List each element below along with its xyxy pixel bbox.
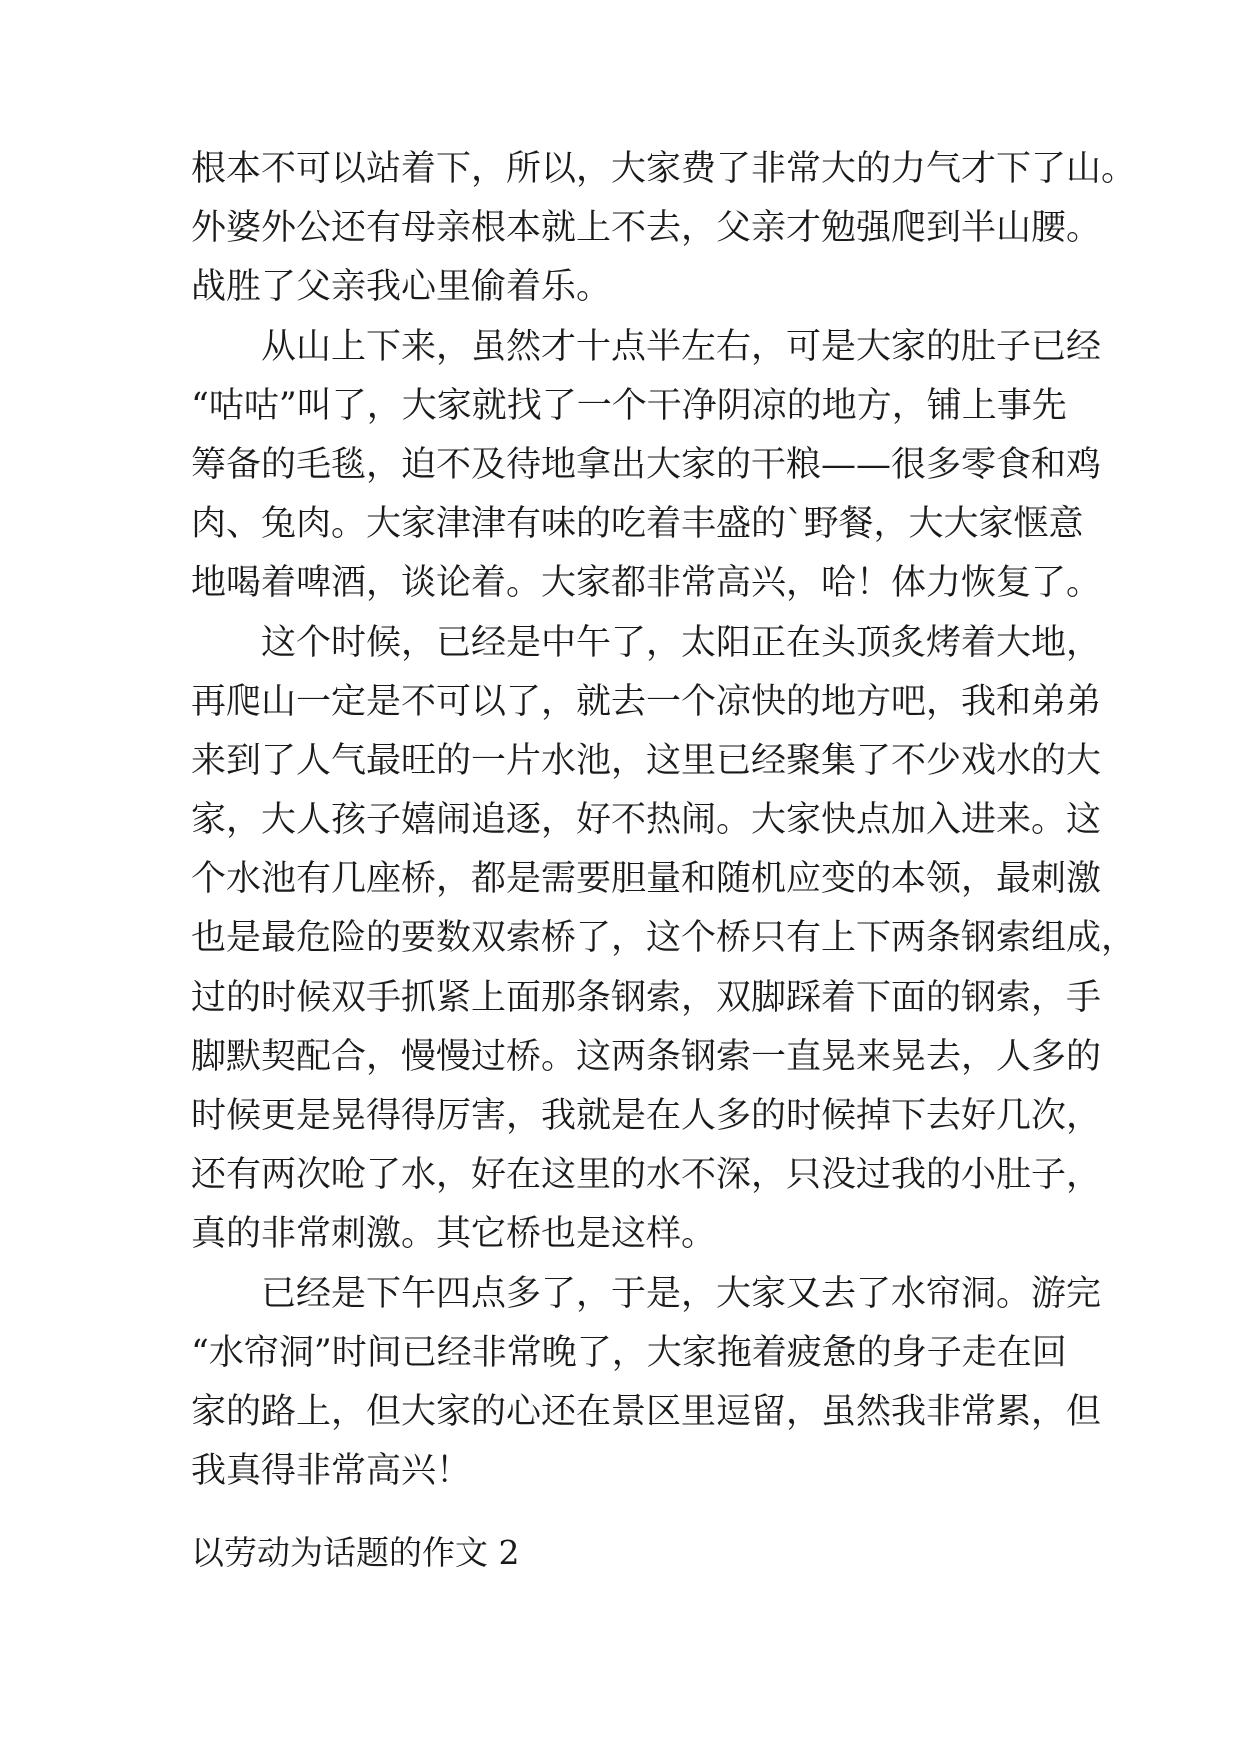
- text-line: 这个时候，已经是中午了，太阳正在头顶炙烤着大地，: [191, 622, 1102, 663]
- text-line: 真的非常刺激。其它桥也是这样。: [191, 1214, 717, 1255]
- text-line: “咕咕”叫了，大家就找了一个干净阴凉的地方，铺上事先: [191, 385, 1067, 426]
- text-line: 来到了人气最旺的一片水池，这里已经聚集了不少戏水的大: [191, 740, 1102, 781]
- text-line: 时候更是晃得得厉害，我就是在人多的时候掉下去好几次，: [191, 1096, 1102, 1136]
- section-heading: 以劳动为话题的作文 2: [191, 1533, 520, 1572]
- text-line: 家的路上，但大家的心还在景区里逗留，虽然我非常累，但: [191, 1391, 1102, 1432]
- text-line: 还有两次呛了水，好在这里的水不深，只没过我的小肚子，: [191, 1155, 1102, 1196]
- text-line: 再爬山一定是不可以了，就去一个凉快的地方吧，我和弟弟: [191, 681, 1102, 722]
- essay-body: [191, 140, 1137, 1501]
- text-line: 我真得非常高兴！: [191, 1451, 472, 1492]
- text-line: 个水池有几座桥，都是需要胆量和随机应变的本领，最刺激: [191, 859, 1102, 900]
- text-line: 地喝着啤酒，谈论着。大家都非常高兴，哈！体力恢复了。: [191, 563, 1102, 604]
- text-line: 也是最危险的要数双索桥了，这个桥只有上下两条钢索组成，: [191, 918, 1137, 959]
- text-line: 外婆外公还有母亲根本就上不去，父亲才勉强爬到半山腰。: [191, 208, 1102, 249]
- text-line: 肉、兔肉。大家津津有味的吃着丰盛的`野餐，大大家惬意: [191, 504, 1084, 545]
- text-line: 已经是下午四点多了，于是，大家又去了水帘洞。游完: [191, 1273, 1102, 1314]
- text-line: “水帘洞”时间已经非常晚了，大家拖着疲惫的身子走在回: [191, 1332, 1067, 1373]
- text-line: 过的时候双手抓紧上面那条钢索，双脚踩着下面的钢索，手: [191, 977, 1102, 1018]
- text-line: 根本不可以站着下，所以，大家费了非常大的力气才下了山。: [191, 149, 1137, 189]
- text-line: 家，大人孩子嬉闹追逐，好不热闹。大家快点加入进来。这: [191, 800, 1102, 841]
- text-line: 筹备的毛毯，迫不及待地拿出大家的干粮——很多零食和鸡: [191, 444, 1102, 485]
- text-line: 脚默契配合，慢慢过桥。这两条钢索一直晃来晃去，人多的: [191, 1036, 1102, 1077]
- text-line: 从山上下来，虽然才十点半左右，可是大家的肚子已经: [191, 326, 1102, 367]
- text-line: 战胜了父亲我心里偷着乐。: [191, 267, 612, 308]
